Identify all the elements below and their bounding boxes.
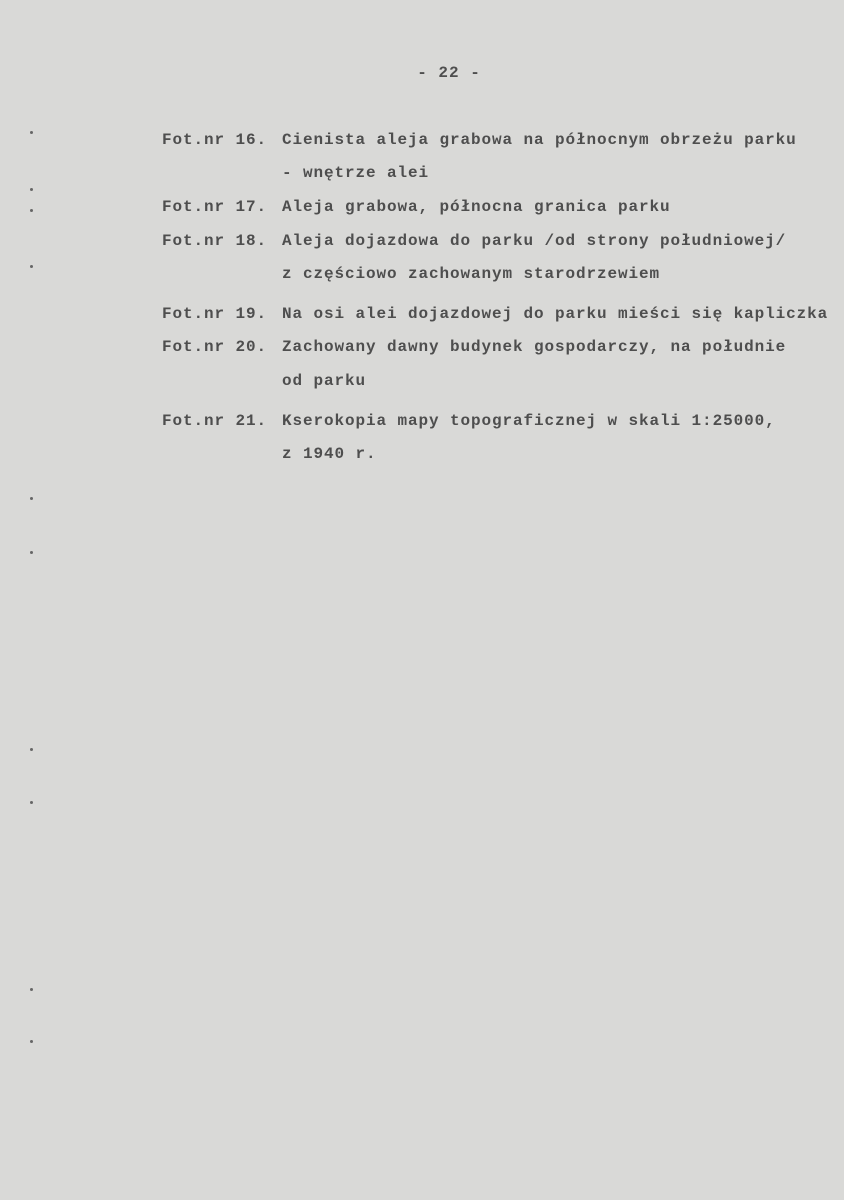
entry-label: Fot.nr 19. <box>162 305 268 323</box>
entry-label: Fot.nr 21. <box>162 412 268 430</box>
entry-text: Aleja grabowa, północna granica parku <box>282 198 671 216</box>
margin-mark <box>30 801 33 804</box>
margin-mark <box>30 188 33 191</box>
margin-mark <box>30 1040 33 1043</box>
margin-mark <box>30 497 33 500</box>
entry-text: Zachowany dawny budynek gospodarczy, na południe <box>282 338 787 356</box>
margin-mark <box>30 551 33 554</box>
entry-text: z 1940 r. <box>282 445 377 463</box>
margin-mark <box>30 748 33 751</box>
margin-mark <box>30 131 33 134</box>
entry-text: z częściowo zachowanym starodrzewiem <box>282 265 661 283</box>
entry-label: Fot.nr 16. <box>162 131 268 149</box>
margin-mark <box>30 209 33 212</box>
entry-text: Na osi alei dojazdowej do parku mieści się kapliczka <box>282 305 829 323</box>
entry-label: Fot.nr 18. <box>162 232 268 250</box>
entry-label: Fot.nr 20. <box>162 338 268 356</box>
entry-text: - wnętrze alei <box>282 164 430 182</box>
entry-text: Cienista aleja grabowa na północnym obrzeżu parku <box>282 131 797 149</box>
entry-text: od parku <box>282 372 367 390</box>
margin-mark <box>30 265 33 268</box>
entry-label: Fot.nr 17. <box>162 198 268 216</box>
page-number: - 22 - <box>417 64 481 82</box>
entry-text: Aleja dojazdowa do parku /od strony południowej/ <box>282 232 787 250</box>
entry-text: Kserokopia mapy topograficznej w skali 1:25000, <box>282 412 776 430</box>
margin-mark <box>30 988 33 991</box>
